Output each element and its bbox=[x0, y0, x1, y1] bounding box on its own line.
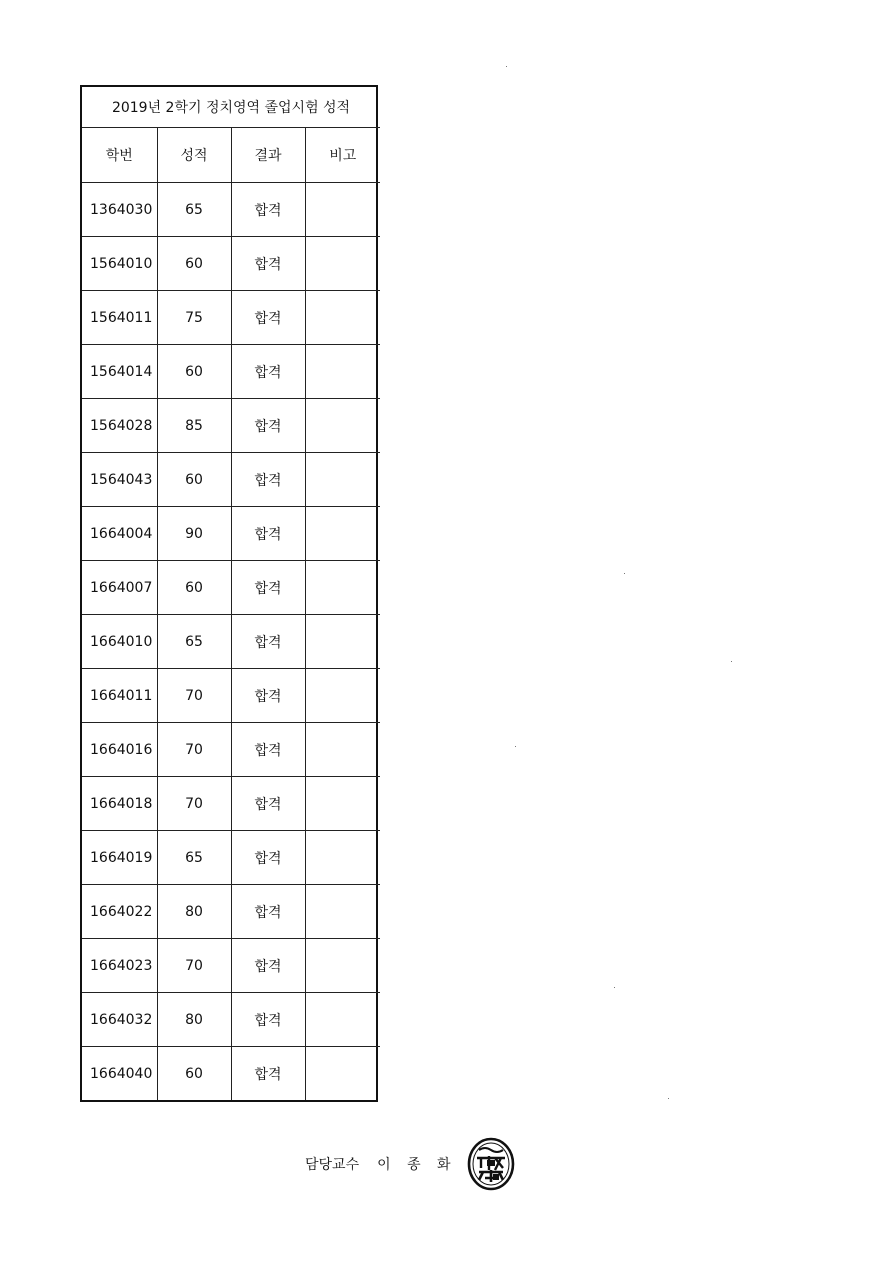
note-cell bbox=[305, 993, 380, 1047]
note-cell bbox=[305, 1047, 380, 1101]
grade-sheet bbox=[80, 85, 378, 1102]
result-cell: 합격 bbox=[231, 399, 305, 453]
column-header-score: 성적 bbox=[157, 128, 231, 183]
note-cell bbox=[305, 399, 380, 453]
student-id-cell: 1664032 bbox=[82, 993, 157, 1047]
signature-block bbox=[305, 1136, 517, 1192]
result-cell: 합격 bbox=[231, 831, 305, 885]
score-cell: 65 bbox=[157, 615, 231, 669]
table-row bbox=[82, 831, 380, 885]
result-cell: 합격 bbox=[231, 237, 305, 291]
table-row bbox=[82, 615, 380, 669]
score-cell: 65 bbox=[157, 831, 231, 885]
table-row bbox=[82, 237, 380, 291]
student-id-cell: 1564014 bbox=[82, 345, 157, 399]
result-cell: 합격 bbox=[231, 507, 305, 561]
student-id-cell: 1664019 bbox=[82, 831, 157, 885]
table-row bbox=[82, 723, 380, 777]
column-header-student-id: 학번 bbox=[82, 128, 157, 183]
score-cell: 85 bbox=[157, 399, 231, 453]
note-cell bbox=[305, 453, 380, 507]
student-id-cell: 1564010 bbox=[82, 237, 157, 291]
table-row bbox=[82, 993, 380, 1047]
note-cell bbox=[305, 885, 380, 939]
result-cell: 합격 bbox=[231, 723, 305, 777]
result-cell: 합격 bbox=[231, 561, 305, 615]
score-cell: 60 bbox=[157, 561, 231, 615]
student-id-cell: 1564011 bbox=[82, 291, 157, 345]
scan-speck bbox=[506, 66, 507, 67]
student-id-cell: 1664040 bbox=[82, 1047, 157, 1101]
note-cell bbox=[305, 183, 380, 237]
score-cell: 70 bbox=[157, 939, 231, 993]
note-cell bbox=[305, 345, 380, 399]
table-row bbox=[82, 561, 380, 615]
note-cell bbox=[305, 723, 380, 777]
score-cell: 90 bbox=[157, 507, 231, 561]
student-id-cell: 1664007 bbox=[82, 561, 157, 615]
column-header-result: 결과 bbox=[231, 128, 305, 183]
result-cell: 합격 bbox=[231, 615, 305, 669]
score-cell: 80 bbox=[157, 885, 231, 939]
student-id-cell: 1664018 bbox=[82, 777, 157, 831]
result-cell: 합격 bbox=[231, 669, 305, 723]
score-cell: 80 bbox=[157, 993, 231, 1047]
student-id-cell: 1664011 bbox=[82, 669, 157, 723]
note-cell bbox=[305, 831, 380, 885]
column-header-note: 비고 bbox=[305, 128, 380, 183]
note-cell bbox=[305, 939, 380, 993]
table-title: 2019년 2학기 정치영역 졸업시험 성적 bbox=[82, 87, 380, 128]
note-cell bbox=[305, 237, 380, 291]
result-cell: 합격 bbox=[231, 1047, 305, 1101]
table-row bbox=[82, 885, 380, 939]
header-row bbox=[82, 128, 380, 183]
student-id-cell: 1364030 bbox=[82, 183, 157, 237]
student-id-cell: 1664016 bbox=[82, 723, 157, 777]
result-cell: 합격 bbox=[231, 885, 305, 939]
student-id-cell: 1664010 bbox=[82, 615, 157, 669]
table-row bbox=[82, 669, 380, 723]
result-cell: 합격 bbox=[231, 939, 305, 993]
student-id-cell: 1564028 bbox=[82, 399, 157, 453]
result-cell: 합격 bbox=[231, 993, 305, 1047]
score-cell: 70 bbox=[157, 723, 231, 777]
table-row bbox=[82, 183, 380, 237]
score-cell: 60 bbox=[157, 453, 231, 507]
student-id-cell: 1664004 bbox=[82, 507, 157, 561]
note-cell bbox=[305, 561, 380, 615]
table-body bbox=[82, 183, 380, 1101]
note-cell bbox=[305, 777, 380, 831]
result-cell: 합격 bbox=[231, 777, 305, 831]
note-cell bbox=[305, 615, 380, 669]
score-cell: 60 bbox=[157, 1047, 231, 1101]
table-row bbox=[82, 1047, 380, 1101]
seal-stamp-icon bbox=[465, 1136, 517, 1192]
scan-speck bbox=[624, 573, 625, 574]
scan-speck bbox=[515, 746, 516, 747]
scan-speck bbox=[668, 1098, 669, 1099]
student-id-cell: 1664023 bbox=[82, 939, 157, 993]
result-cell: 합격 bbox=[231, 291, 305, 345]
score-cell: 60 bbox=[157, 237, 231, 291]
score-cell: 75 bbox=[157, 291, 231, 345]
table-row bbox=[82, 453, 380, 507]
table-row bbox=[82, 507, 380, 561]
result-cell: 합격 bbox=[231, 345, 305, 399]
table-row bbox=[82, 777, 380, 831]
scan-speck bbox=[614, 987, 615, 988]
professor-name: 이 종 화 bbox=[377, 1157, 457, 1173]
note-cell bbox=[305, 507, 380, 561]
student-id-cell: 1664022 bbox=[82, 885, 157, 939]
note-cell bbox=[305, 291, 380, 345]
student-id-cell: 1564043 bbox=[82, 453, 157, 507]
table-row bbox=[82, 345, 380, 399]
note-cell bbox=[305, 669, 380, 723]
result-cell: 합격 bbox=[231, 453, 305, 507]
table-row bbox=[82, 399, 380, 453]
grades-table bbox=[82, 87, 380, 1100]
result-cell: 합격 bbox=[231, 183, 305, 237]
score-cell: 70 bbox=[157, 777, 231, 831]
professor-role-label: 담당교수 bbox=[305, 1157, 360, 1173]
table-row bbox=[82, 939, 380, 993]
score-cell: 65 bbox=[157, 183, 231, 237]
table-row bbox=[82, 291, 380, 345]
score-cell: 70 bbox=[157, 669, 231, 723]
scan-speck bbox=[731, 661, 732, 662]
score-cell: 60 bbox=[157, 345, 231, 399]
